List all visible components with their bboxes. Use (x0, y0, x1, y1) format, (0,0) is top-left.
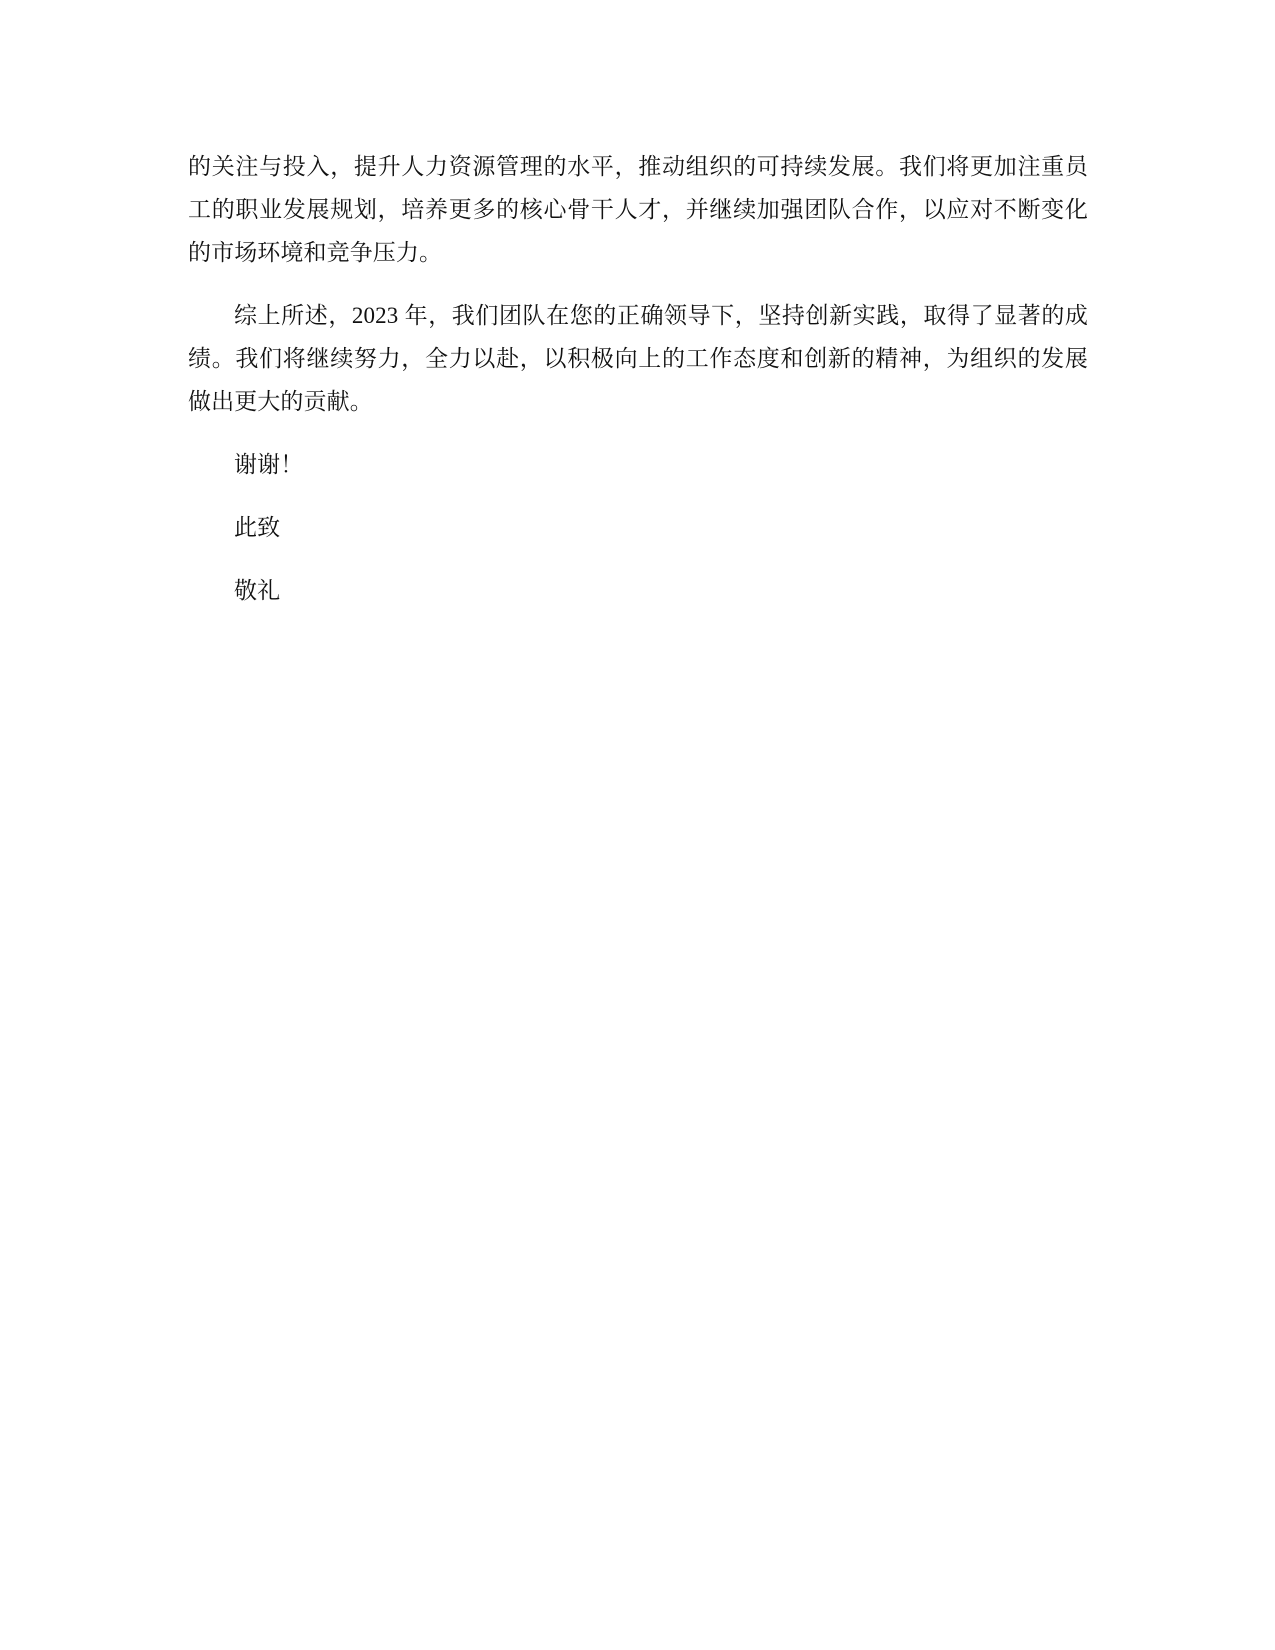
paragraph-continuation: 的关注与投入，提升人力资源管理的水平，推动组织的可持续发展。我们将更加注重员工的职业发展规划，培养更多的核心骨干人才，并继续加强团队合作，以应对不断变化的市场环境和竞争压力。 (188, 154, 1088, 265)
paragraph-summary: 综上所述，2023 年，我们团队在您的正确领导下，坚持创新实践，取得了显著的成绩。我们将继续努力，全力以赴，以积极向上的工作态度和创新的精神，为组织的发展做出更大的贡献。 (188, 303, 1088, 414)
closing-line-2: 敬礼 (234, 578, 281, 603)
thanks-line: 谢谢！ (234, 452, 304, 477)
document-body (188, 145, 1088, 632)
closing-line-1: 此致 (234, 515, 281, 540)
